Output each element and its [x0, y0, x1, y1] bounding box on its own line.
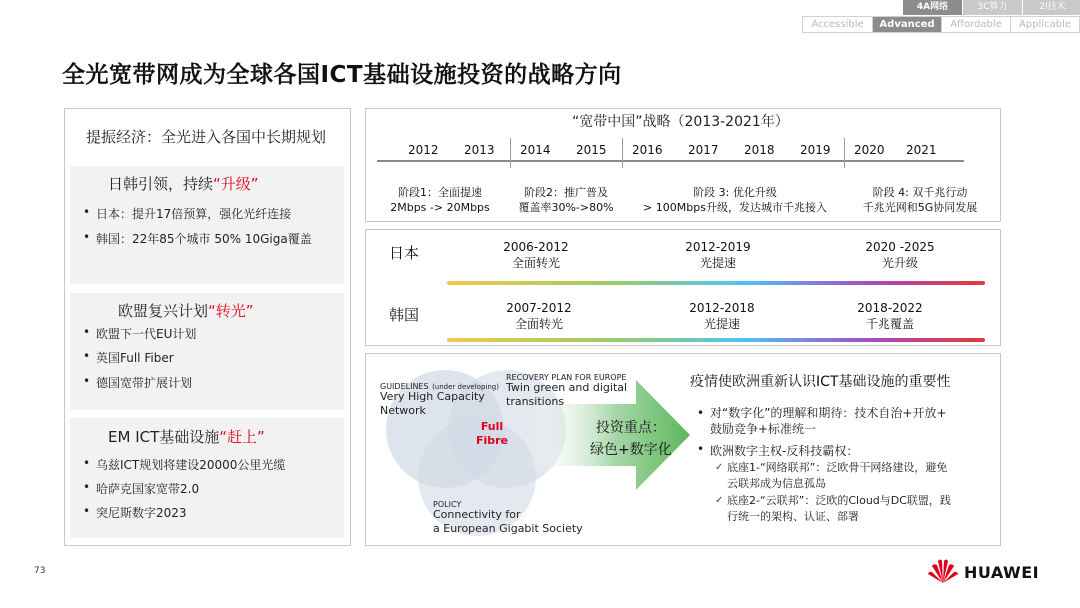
year-2017: 2017 — [688, 143, 719, 157]
group1-title-text: 日韩引领，持续 — [108, 175, 214, 193]
year-2020: 2020 — [854, 143, 885, 157]
eu-bullet-2: • 欧洲数字主权-反科技霸权： — [710, 442, 858, 459]
policy-caption: POLICY — [433, 500, 462, 509]
korea-gradient-bar — [447, 338, 985, 342]
eu-bullet-1-line-2: 鼓励竞争+标准统一 — [710, 422, 817, 436]
list-item: • 突尼斯数字2023 — [96, 504, 187, 521]
year-2021: 2021 — [906, 143, 937, 157]
year-2015: 2015 — [576, 143, 607, 157]
guidelines-line-1: Very High Capacity — [380, 390, 485, 403]
eu-sub-2-line-1: 底座2-“云联邦”：泛欧的Cloud与DC联盟，践 — [727, 494, 951, 507]
eu-sub-1-line-1: 底座1-“网络联邦”：泛欧骨干网络建设，避免 — [727, 461, 948, 474]
japan-period-3-years: 2020 -2025 — [865, 240, 935, 254]
list-item: • 英国Full Fiber — [96, 349, 174, 366]
stage-1-detail: 2Mbps -> 20Mbps — [390, 201, 490, 214]
eu-sub-1 — [727, 460, 947, 492]
group1-highlight: “升级” — [213, 175, 259, 193]
tab-2i[interactable]: 2I技术 — [1023, 0, 1080, 15]
japan-period-2 — [668, 239, 768, 271]
tab-3c[interactable]: 3C算力 — [963, 0, 1022, 15]
guidelines-text — [380, 390, 485, 418]
separator — [510, 138, 511, 168]
group2-title-text: 欧盟复兴计划 — [118, 302, 209, 320]
check-icon: ✓ — [715, 495, 724, 506]
list-item: • 日本：提升17倍预算，强化光纤连接 — [96, 205, 291, 222]
stage-3 — [630, 185, 840, 215]
eu-right-title: 疫情使欧洲重新认识ICT基础设施的重要性 — [690, 374, 951, 390]
check-icon: ✓ — [715, 462, 724, 473]
stage-4-title: 阶段 4: 双千兆行动 — [872, 186, 968, 199]
japan-period-2-desc: 光提速 — [699, 256, 736, 270]
japan-period-1-desc: 全面转光 — [511, 256, 560, 270]
stage-1-title: 阶段1：全面提速 — [398, 186, 482, 199]
policy-line-2: a European Gigabit Society — [433, 522, 583, 535]
stage-2-detail: 覆盖率30%->80% — [518, 201, 614, 214]
list-item: • 欧盟下一代EU计划 — [96, 325, 196, 342]
center-line-1: Full — [480, 420, 504, 433]
group3-title — [108, 426, 265, 447]
list-item: • 哈萨克国家宽带2.0 — [96, 480, 199, 497]
korea-period-2-desc: 光提速 — [703, 317, 740, 331]
year-2018: 2018 — [744, 143, 775, 157]
korea-period-2-years: 2012-2018 — [689, 301, 755, 315]
tab-4a[interactable]: 4A网络 — [903, 0, 962, 15]
group3-highlight: “赶上” — [219, 428, 265, 446]
invest-focus — [590, 417, 672, 461]
list-item: • 韩国：22年85个城市 50% 10Giga覆盖 — [96, 230, 312, 247]
group1-title — [108, 173, 259, 194]
guidelines-note: (under developing) — [432, 383, 499, 391]
japan-period-1-years: 2006-2012 — [503, 240, 569, 254]
eu-sub-2 — [727, 493, 951, 525]
invest-line-2: 绿色+数字化 — [590, 442, 672, 458]
korea-period-3-years: 2018-2022 — [857, 301, 923, 315]
eu-bullet-1 — [710, 405, 947, 437]
tab-affordable[interactable]: Affordable — [941, 17, 1010, 32]
group2-highlight: “转光” — [208, 302, 254, 320]
invest-line-1: 投资重点： — [595, 420, 666, 436]
year-2014: 2014 — [520, 143, 551, 157]
stage-2 — [506, 185, 626, 215]
china-heading: “宽带中国”战略（2013-2021年） — [572, 114, 789, 130]
huawei-logo-icon — [926, 557, 960, 585]
group3-title-text: EM ICT基础设施 — [108, 428, 220, 446]
sub-tabs — [802, 16, 1080, 33]
recovery-caption: RECOVERY PLAN FOR EUROPE — [506, 373, 627, 382]
korea-period-3-desc: 千兆覆盖 — [865, 317, 914, 331]
stage-3-title: 阶段 3: 优化升级 — [693, 186, 777, 199]
guidelines-line-2: Network — [380, 404, 426, 417]
separator — [844, 138, 845, 168]
recovery-text — [506, 381, 627, 409]
eu-bullet-1-line-1: • 对“数字化”的理解和期待：技术自治+开放+ — [710, 406, 947, 420]
year-2012: 2012 — [408, 143, 439, 157]
korea-period-2 — [672, 300, 772, 332]
tab-applicable[interactable]: Applicable — [1010, 17, 1079, 32]
policy-text — [433, 508, 583, 536]
tab-accessible[interactable]: Accessible — [811, 19, 864, 30]
list-item: • 德国宽带扩展计划 — [96, 374, 192, 391]
timeline-axis — [377, 160, 964, 162]
venn-center — [472, 420, 512, 448]
guidelines-caption: GUIDELINES — [380, 382, 429, 391]
stage-2-title: 阶段2：推广普及 — [524, 186, 608, 199]
separator — [622, 138, 623, 168]
list-item: • 乌兹ICT规划将建设20000公里光缆 — [96, 456, 285, 473]
japan-period-3-desc: 光升级 — [881, 256, 918, 270]
recovery-line-1: Twin green and digital — [506, 381, 628, 394]
brand-name: HUAWEI — [964, 563, 1040, 582]
japan-gradient-bar — [447, 281, 985, 285]
country-korea: 韩国 — [389, 306, 420, 324]
group2-title — [118, 300, 254, 321]
korea-period-1-desc: 全面转光 — [514, 317, 563, 331]
policy-line-1: Connectivity for — [433, 508, 521, 521]
recovery-line-2: transitions — [506, 395, 565, 408]
eu-sub-2-line-2: 行统一的架构、认证、部署 — [727, 510, 859, 523]
stage-1 — [380, 185, 500, 215]
stage-3-detail: > 100Mbps升级，发达城市千兆接入 — [643, 201, 827, 214]
korea-period-3 — [840, 300, 940, 332]
japan-period-1 — [486, 239, 586, 271]
center-line-2: Fibre — [475, 434, 509, 447]
year-2013: 2013 — [464, 143, 495, 157]
stage-4 — [850, 185, 990, 215]
stage-4-detail: 千兆光网和5G协同发展 — [862, 201, 978, 214]
korea-period-1-years: 2007-2012 — [506, 301, 572, 315]
tab-advanced[interactable]: Advanced — [872, 17, 941, 32]
japan-period-2-years: 2012-2019 — [685, 240, 751, 254]
country-japan: 日本 — [389, 244, 420, 262]
year-2016: 2016 — [632, 143, 663, 157]
page-number: 73 — [34, 566, 46, 576]
japan-period-3 — [848, 239, 952, 271]
page-title: 全光宽带网成为全球各国ICT基础设施投资的战略方向 — [62, 62, 622, 88]
eu-sub-1-line-2: 云联邦成为信息孤岛 — [727, 477, 826, 490]
korea-period-1 — [489, 300, 589, 332]
left-heading: 提振经济：全光进入各国中长期规划 — [86, 128, 327, 146]
year-2019: 2019 — [800, 143, 831, 157]
top-tabs — [902, 0, 1080, 15]
